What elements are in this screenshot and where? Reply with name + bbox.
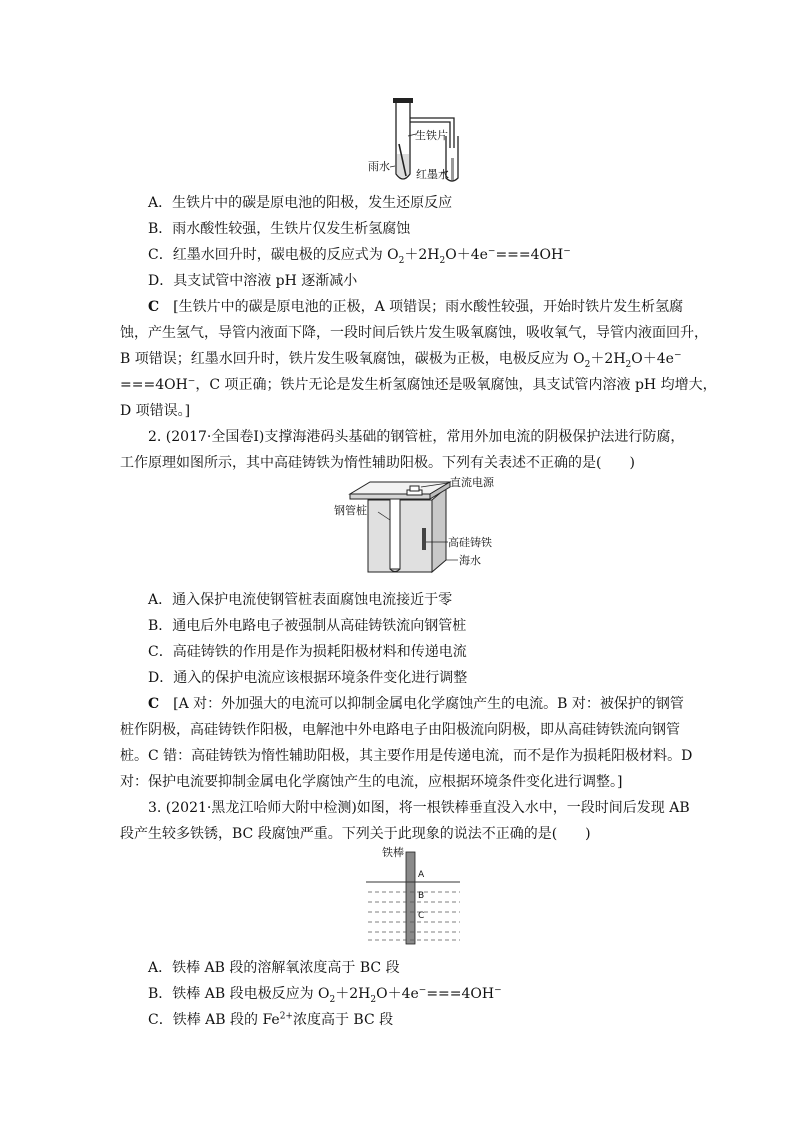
fig3-label-rod: 铁棒: [382, 846, 404, 859]
fig2-label-sea: 海水: [459, 554, 481, 567]
fig2-label-silicon: 高硅铸铁: [448, 536, 492, 549]
q2-answer: C: [148, 696, 160, 712]
fig3-label-a: A: [418, 870, 425, 880]
q3-option-b: B．铁棒 AB 段电极反应为 $O_2+2H_2O+4e^-===4OH^-$: [148, 985, 502, 1005]
q1-option-b: B．雨水酸性较强，生铁片仅发生析氢腐蚀: [148, 221, 411, 237]
fig1-label-rain: 雨水: [368, 160, 390, 173]
q1-explanation-line-5: D 项错误。]: [120, 403, 191, 419]
q3-stem-line-1: 3. (2021·黑龙江哈师大附中检测)如图，将一根铁棒垂直没入水中，一段时间后发现 AB: [148, 800, 690, 816]
q1-option-d: D．具支试管中溶液 pH 逐渐减小: [148, 273, 358, 289]
q3-option-a: A．铁棒 AB 段的溶解氧浓度高于 BC 段: [148, 960, 400, 976]
q1-explanation-line-1: C [生铁片中的碳是原电池的正极，A 项错误；雨水酸性较强，开始时铁片发生析氢腐: [148, 299, 684, 315]
q2-option-b: B．通电后外电路电子被强制从高硅铸铁流向钢管桩: [148, 618, 467, 634]
q1-option-a: A．生铁片中的碳是原电池的阳极，发生还原反应: [148, 195, 453, 211]
q1-explanation-line-2: 蚀，产生氢气，导管内液面下降，一段时间后铁片发生吸氧腐蚀，吸收氧气，导管内液面回升，: [120, 325, 708, 341]
q1-explanation-line-3: B 项错误；红墨水回升时，铁片发生吸氧腐蚀，碳极为正极，电极反应为 $O_2+2H_2O+4e^-$: [120, 350, 682, 370]
fig2-label-pile: 钢管桩: [334, 504, 367, 517]
figure-corrosion-tube: [368, 96, 478, 188]
q3-stem-line-2: 段产生较多铁锈，BC 段腐蚀严重。下列关于此现象的说法不正确的是( ): [120, 826, 591, 842]
figure-cathodic-protection: [318, 472, 518, 584]
q2-stem-line-2: 工作原理如图所示，其中高硅铸铁为惰性辅助阳极。下列有关表述不正确的是( ): [120, 455, 635, 471]
q1-answer: C: [148, 299, 160, 315]
q2-stem-line-1: 2. (2017·全国卷Ⅰ)支撑海港码头基础的钢管桩，常用外加电流的阴极保护法进行防腐，: [148, 429, 685, 445]
figure-iron-rod: [364, 846, 464, 946]
q2-option-d: D．通入的保护电流应该根据环境条件变化进行调整: [148, 670, 468, 686]
q1-option-c: C．红墨水回升时，碳电极的反应式为 $O_2+2H_2O+4e^-===4OH^-$: [148, 246, 571, 266]
q3-option-c: C．铁棒 AB 段的 $Fe^{2+}$浓度高于 BC 段: [148, 1011, 394, 1028]
fig2-label-power: 直流电源: [450, 476, 494, 489]
q2-option-a: A．通入保护电流使钢管桩表面腐蚀电流接近于零: [148, 592, 453, 608]
fig1-label-ink: 红墨水: [416, 168, 449, 181]
q2-explanation-line-2: 桩作阴极，高硅铸铁作阳极，电解池中外电路电子由阳极流向阴极，即从高硅铸铁流向钢管: [120, 722, 680, 738]
fig3-label-b: B: [418, 891, 425, 901]
q2-explanation-line-3: 桩。C 错：高硅铸铁为惰性辅助阳极，其主要作用是传递电流，而不是作为损耗阳极材料。D: [120, 748, 693, 764]
q2-explanation-line-1: C [A 对：外加强大的电流可以抑制金属电化学腐蚀产生的电流。B 对：被保护的钢管: [148, 696, 684, 712]
q2-option-c: C．高硅铸铁的作用是作为损耗阳极材料和传递电流: [148, 644, 467, 660]
q2-explanation-line-4: 对：保护电流要抑制金属电化学腐蚀产生的电流，应根据环境条件变化进行调整。]: [120, 774, 623, 790]
fig3-label-c: C: [418, 911, 425, 921]
fig1-label-iron: 生铁片: [415, 129, 448, 142]
q1-explanation-line-4: ===4OH−，C 项正确；铁片无论是发生析氢腐蚀还是吸氧腐蚀，具支试管内溶液 pH 均增大，: [120, 376, 717, 393]
